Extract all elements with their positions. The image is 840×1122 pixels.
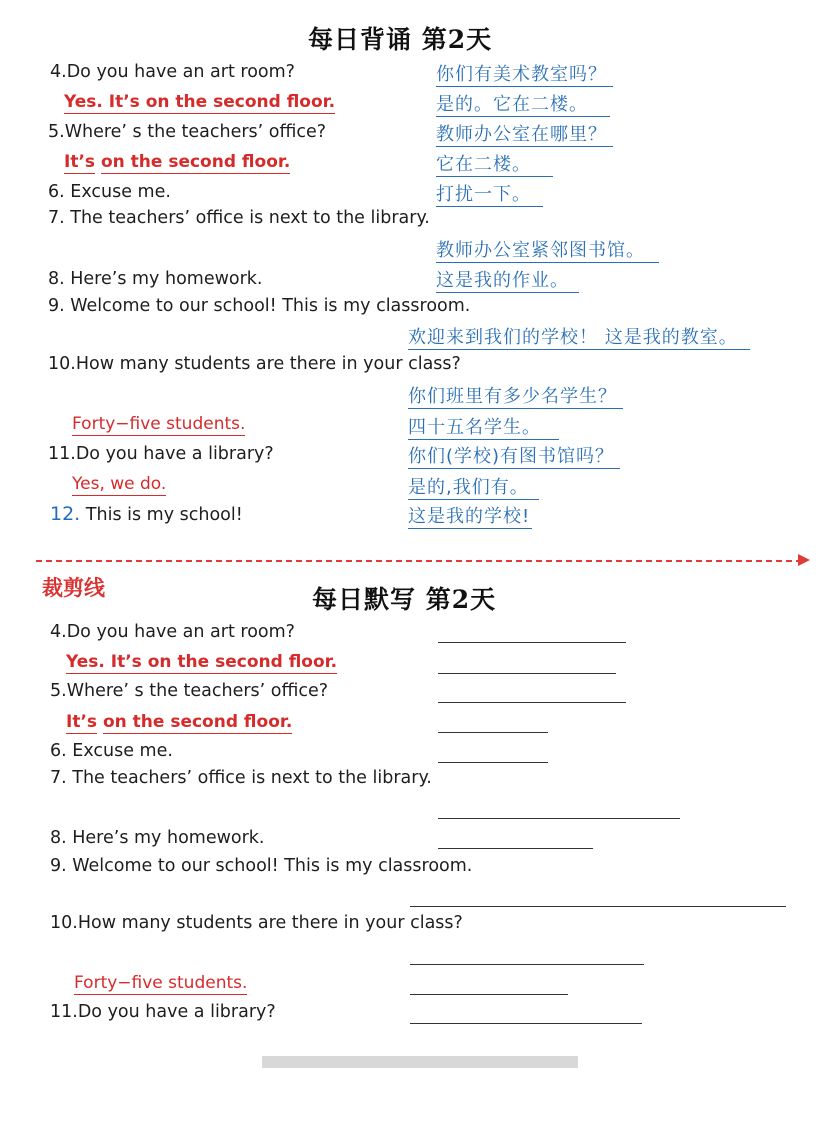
recite-q5: 5.Where’ s the teachers’ office? — [48, 122, 327, 142]
dictation-blank-a4[interactable] — [438, 673, 616, 674]
recite-a4-text: Yes. It’s on the second floor. — [64, 92, 336, 112]
recite-num12: 12. — [50, 503, 81, 525]
recite-a10 — [72, 414, 245, 434]
recite-a11-text: Yes, we do. — [72, 474, 167, 494]
dictation-a5 — [66, 712, 292, 732]
recite-q6: 6. Excuse me. — [48, 182, 171, 202]
dictation-a10 — [74, 973, 247, 993]
dictation-q9: 9. Welcome to our school! This is my classroom. — [50, 856, 473, 876]
dictation-q4: 4.Do you have an art room? — [50, 622, 295, 642]
recite-a4 — [64, 92, 335, 112]
dictation-blank-q5[interactable] — [438, 702, 626, 703]
recite-q12-text: This is my school! — [85, 505, 243, 525]
recite-zh-q10: 你们班里有多少名学生？ — [408, 382, 623, 409]
dictation-blank-q4[interactable] — [438, 642, 626, 643]
recite-q12 — [50, 503, 243, 525]
recite-a10-text: Forty−five students. — [72, 414, 246, 434]
recite-zh-q5: 教师办公室在哪里？ — [436, 120, 613, 147]
dictation-q6: 6. Excuse me. — [50, 741, 173, 761]
recite-zh-a5: 它在二楼。 — [436, 150, 553, 177]
recite-zh6: 打扰一下。 — [436, 180, 543, 207]
dictation-blank-9[interactable] — [410, 906, 786, 907]
cut-line — [36, 560, 802, 562]
dictation-title: 每日默写 第2天 — [312, 585, 497, 614]
recite-zh-q11: 你们(学校)有图书馆吗？ — [408, 442, 620, 469]
dictation-blank-8[interactable] — [438, 848, 593, 849]
dictation-a4-text: Yes. It’s on the second floor. — [66, 652, 338, 672]
recite-a5 — [64, 152, 290, 172]
dictation-q5: 5.Where’ s the teachers’ office? — [50, 681, 329, 701]
dictation-blank-a5[interactable] — [438, 732, 548, 733]
dictation-blank-q10[interactable] — [410, 964, 644, 965]
dictation-blank-11[interactable] — [410, 1023, 642, 1024]
cut-line-arrow-icon — [798, 554, 810, 566]
dictation-a5-prefix: It’s — [66, 712, 98, 732]
recite-zh12: 这是我的学校! — [408, 502, 532, 529]
recite-q11: 11.Do you have a library? — [48, 444, 274, 464]
recite-a11 — [72, 474, 166, 494]
recite-title: 每日背诵 第2天 — [308, 25, 493, 54]
dictation-blank-a10[interactable] — [410, 994, 568, 995]
recite-zh-a10: 四十五名学生。 — [408, 413, 559, 440]
cut-label: 裁剪线 — [42, 575, 105, 600]
recite-zh9: 欢迎来到我们的学校！ 这是我的教室。 — [408, 323, 750, 350]
dictation-a4 — [66, 652, 337, 672]
recite-q9: 9. Welcome to our school! This is my classroom. — [48, 296, 471, 316]
dictation-q7: 7. The teachers’ office is next to the library. — [50, 768, 432, 788]
recite-a5-text: on the second floor. — [100, 152, 291, 172]
recite-zh-q4: 你们有美术教室吗？ — [436, 60, 613, 87]
recite-q8: 8. Here’s my homework. — [48, 269, 263, 289]
dictation-blank-6[interactable] — [438, 762, 548, 763]
recite-zh8: 这是我的作业。 — [436, 266, 579, 293]
dictation-a5-text: on the second floor. — [102, 712, 293, 732]
dictation-a10-text: Forty−five students. — [74, 973, 248, 993]
dictation-q11: 11.Do you have a library? — [50, 1002, 276, 1022]
dictation-q8: 8. Here’s my homework. — [50, 828, 265, 848]
recite-q4: 4.Do you have an art room? — [50, 62, 295, 82]
recite-a5-prefix: It’s — [64, 152, 96, 172]
recite-zh7: 教师办公室紧邻图书馆。 — [436, 236, 659, 263]
recite-zh-a11: 是的,我们有。 — [408, 473, 539, 500]
dictation-blank-7[interactable] — [438, 818, 680, 819]
recite-q10: 10.How many students are there in your class? — [48, 354, 461, 374]
watermark — [262, 1056, 578, 1068]
dictation-q10: 10.How many students are there in your class? — [50, 913, 463, 933]
recite-zh-a4: 是的。它在二楼。 — [436, 90, 610, 117]
recite-q7: 7. The teachers’ office is next to the library. — [48, 208, 430, 228]
